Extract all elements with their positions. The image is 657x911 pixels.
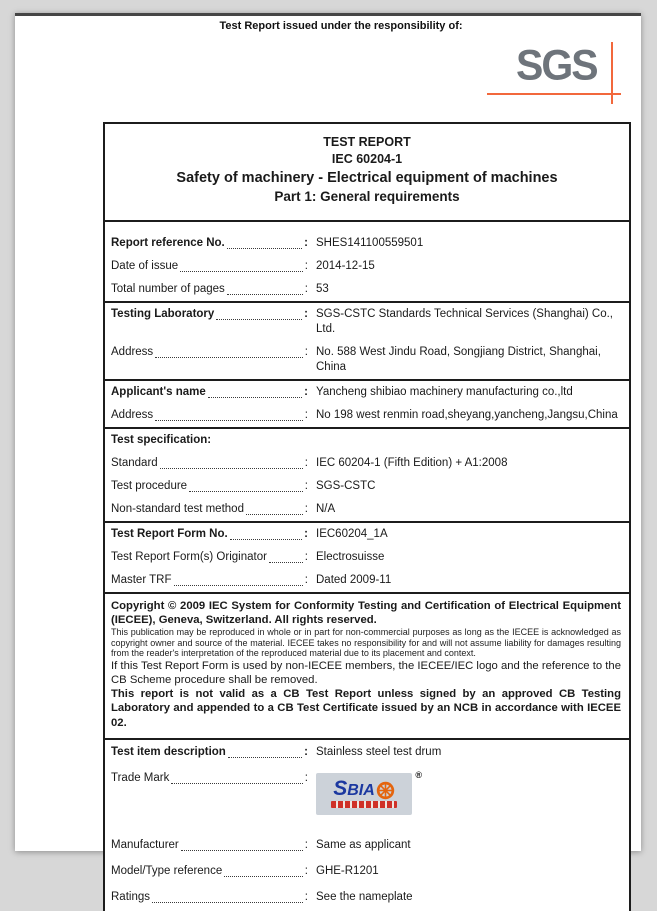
- form-originator-label: Test Report Form(s) Originator: [111, 551, 267, 563]
- section-copyright: [105, 594, 629, 740]
- field-row-item-description: [105, 740, 629, 766]
- field-row-total-pages: [105, 278, 629, 301]
- test-procedure-label: Test procedure: [111, 480, 188, 492]
- report-reference-value: SHES141100559501: [316, 237, 424, 249]
- field-row-applicant-name: [105, 381, 629, 404]
- model-label: Model/Type reference: [111, 865, 223, 877]
- section-report-form: [105, 523, 629, 594]
- ratings-value: See the nameplate: [316, 891, 413, 903]
- standard-part: Part 1: General requirements: [274, 189, 460, 204]
- field-row-applicant-address: [105, 404, 629, 427]
- laboratory-address-label: Address: [111, 346, 154, 358]
- master-trf-label: Master TRF: [111, 574, 172, 586]
- field-row-manufacturer: [105, 833, 629, 859]
- dotted-leader: [227, 294, 303, 295]
- dotted-leader: [216, 319, 302, 320]
- non-standard-method-label: Non-standard test method: [111, 503, 244, 515]
- dotted-leader: [228, 757, 302, 758]
- dotted-leader: [246, 514, 303, 515]
- dotted-leader: [155, 420, 303, 421]
- field-row-ratings: [105, 885, 629, 911]
- copyright-removal-note: If this Test Report Form is used by non-IECEE members, the IECEE/IEC logo and the reference to the CB Scheme procedure shall be removed.: [111, 659, 621, 686]
- copyright-bold-intro: Copyright © 2009 IEC System for Conformity Testing and Certification of Electrical Equipment (IECEE), Geneva, Switzerland. All rights reserved.: [111, 600, 621, 626]
- sgs-logo-horizontal-line: [487, 93, 621, 95]
- field-row-report-reference: [105, 222, 629, 255]
- field-row-model: [105, 859, 629, 885]
- field-row-master-trf: [105, 569, 629, 592]
- report-title: TEST REPORT: [323, 135, 411, 149]
- total-pages-value: 53: [316, 283, 329, 295]
- trade-mark-label: Trade Mark: [111, 772, 170, 784]
- standard-value: IEC 60204-1 (Fifth Edition) + A1:2008: [316, 457, 508, 469]
- test-specification-heading-row: [105, 429, 629, 452]
- testing-laboratory-label: Testing Laboratory: [111, 308, 215, 320]
- test-specification-heading: Test specification:: [111, 434, 212, 446]
- form-originator-value: Electrosuisse: [316, 551, 385, 563]
- section-applicant: [105, 381, 629, 429]
- ratings-label: Ratings: [111, 891, 150, 903]
- title-block: [105, 124, 629, 222]
- field-row-date-of-issue: [105, 255, 629, 278]
- standard-name: Safety of machinery - Electrical equipment of machines: [176, 170, 558, 186]
- copyright-fine-print: This publication may be reproduced in whole or in part for non-commercial purposes as long as the IECEE is acknowledged as copyright owner and source of the material. IECEE takes no responsibility for and will not assume liability for damages resulting from the reader's interpretation of the reproduced material due to its placement and context.: [111, 627, 621, 658]
- section-report-info: [105, 222, 629, 303]
- dotted-leader: [152, 902, 303, 903]
- form-no-value: IEC60204_1A: [316, 528, 388, 540]
- field-row-form-no: [105, 523, 629, 546]
- date-of-issue-value: 2014-12-15: [316, 260, 375, 272]
- model-value: GHE-R1201: [316, 865, 379, 877]
- registered-trademark-icon: ®: [415, 770, 422, 780]
- total-pages-label: Total number of pages: [111, 283, 225, 295]
- standard-label: Standard: [111, 457, 158, 469]
- field-row-test-procedure: [105, 475, 629, 498]
- trademark-wheel-icon: [376, 781, 395, 800]
- report-table: [103, 122, 631, 911]
- standard-number: IEC 60204-1: [331, 152, 403, 166]
- dotted-leader: [189, 491, 303, 492]
- field-row-testing-laboratory: [105, 303, 629, 341]
- responsibility-note: Test Report issued under the responsibility of:: [219, 20, 463, 32]
- item-description-value: Stainless steel test drum: [316, 746, 442, 758]
- field-row-non-standard-method: [105, 498, 629, 521]
- report-reference-label: Report reference No.: [111, 237, 225, 249]
- applicant-name-label: Applicant's name: [111, 386, 206, 398]
- dotted-leader: [181, 850, 303, 851]
- trademark-text: SBIA: [333, 777, 375, 800]
- dotted-leader: [174, 585, 303, 586]
- dotted-leader: [269, 562, 303, 563]
- trademark-chinese-text: [331, 801, 397, 808]
- section-testing-laboratory: [105, 303, 629, 381]
- form-no-label: Test Report Form No.: [111, 528, 228, 540]
- applicant-name-value: Yancheng shibiao machinery manufacturing co.,ltd: [316, 386, 573, 398]
- dotted-leader: [180, 271, 303, 272]
- report-page: [15, 13, 641, 903]
- dotted-leader: [230, 539, 302, 540]
- section-test-specification: [105, 429, 629, 523]
- field-row-form-originator: [105, 546, 629, 569]
- laboratory-address-value: No. 588 West Jindu Road, Songjiang District, Shanghai, China: [316, 346, 601, 373]
- sgs-logo: SGS: [516, 40, 597, 90]
- field-row-laboratory-address: [105, 341, 629, 379]
- dotted-leader: [208, 397, 302, 398]
- date-of-issue-label: Date of issue: [111, 260, 179, 272]
- dotted-leader: [224, 876, 303, 877]
- manufacturer-label: Manufacturer: [111, 839, 179, 851]
- testing-laboratory-value: SGS-CSTC Standards Technical Services (Shanghai) Co., Ltd.: [316, 308, 614, 335]
- applicant-address-label: Address: [111, 409, 154, 421]
- master-trf-value: Dated 2009-11: [316, 574, 392, 586]
- applicant-address-value: No 198 west renmin road,sheyang,yancheng,Jangsu,China: [316, 409, 618, 421]
- field-row-trade-mark: [105, 766, 629, 821]
- dotted-leader: [160, 468, 303, 469]
- dotted-leader: [171, 783, 302, 784]
- field-row-standard: [105, 452, 629, 475]
- dotted-leader: [227, 248, 302, 249]
- non-standard-method-value: N/A: [316, 503, 336, 515]
- copyright-validity-warning: This report is not valid as a CB Test Report unless signed by an approved CB Testing Laboratory and appended to a CB Test Certificate issued by an NCB in accordance with IECEE 02.: [111, 687, 621, 729]
- sgs-logo-vertical-line: [611, 42, 613, 104]
- dotted-leader: [155, 357, 303, 358]
- item-description-label: Test item description: [111, 746, 226, 758]
- test-procedure-value: SGS-CSTC: [316, 480, 376, 492]
- trademark-logo: [316, 770, 422, 815]
- section-test-item: [105, 740, 629, 911]
- manufacturer-value: Same as applicant: [316, 839, 411, 851]
